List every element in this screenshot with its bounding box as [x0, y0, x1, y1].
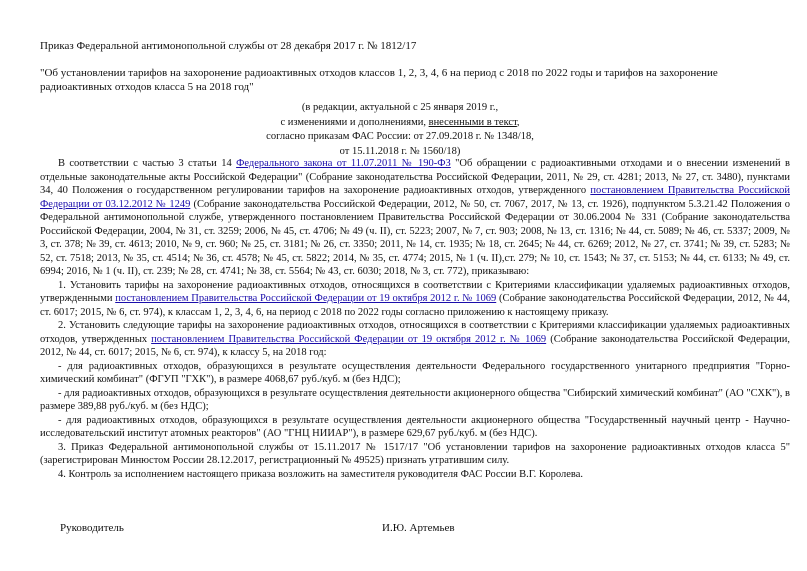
clause-2-text-b: (Собрание законодательства Российской Федерации, 2012, № 44, ст. 6017; 2015, № 6, ст. 974), к классу 5, на 2018 год:: [40, 333, 791, 358]
clause-4-paragraph: 4. Контроль за исполнением настоящего приказа возложить на заместителя руководителя ФАС России В.Г. Королева.: [58, 468, 584, 480]
clause-3-paragraph: 3. Приказ Федеральной антимонопольной службы от 15.11.2017 № 1517/17 "Об установлении тарифов на захоронение радиоактивных отходов класса 5" (зарегистрирован Минюстом России 28.12.2017, регистрационный № 49525) признать утратившим силу.: [40, 441, 790, 466]
edition-line-2: [230, 116, 570, 131]
edition-note: [230, 101, 570, 159]
edition-line-2-pre: с изменениями и дополнениями,: [280, 116, 429, 128]
tariff-item-gkhk: - для радиоактивных отходов, образующихся в результате осуществления деятельности Федерального государственного унитарного предприятия "Горно-химический комбинат" (ФГУП "ГХК"), в размере 4068,67 руб./куб. м (без НДС);: [40, 360, 790, 385]
edition-line-3: согласно приказам ФАС России: от 27.09.2018 г. № 1348/18,: [266, 131, 534, 142]
tariff-item-skhk: - для радиоактивных отходов, образующихся в результате осуществления деятельности акционерного общества "Сибирский химический комбинат" (АО "СХК"), в размере 389,88 руб./куб. м (без НДС);: [40, 387, 790, 412]
document-subtitle: "Об установлении тарифов на захоронение радиоактивных отходов классов 1, 2, 3, 4, 6 на период с 2018 по 2022 годы и тарифов на захоронение радиоактивных отходов класса 5 на 2018 год": [40, 67, 718, 93]
clause-1-paragraph: [40, 279, 790, 320]
amendments-link[interactable]: внесенными в текст: [428, 116, 517, 128]
resolution-1069-link-2[interactable]: постановлением Правительства Российской Федерации от 19 октября 2012 г. № 1069: [151, 333, 547, 345]
edition-line-2-post: ,: [516, 116, 520, 128]
resolution-1069-link-1[interactable]: постановлением Правительства Российской Федерации от 19 октября 2012 г. № 1069: [115, 293, 497, 304]
edition-line-1: (в редакции, актуальной с 25 января 2019 г.,: [301, 102, 499, 113]
preamble-paragraph: [40, 157, 790, 279]
signature-role: Руководитель: [60, 522, 124, 534]
clause-1-text-b: (Собрание законодательства Российской Федерации, 2012, № 44, ст. 6017; 2015, № 6, ст. 974), к классам 1, 2, 3, 4, 6, на период с 2018 по 2022 годы согласно приложению к настоящему приказу.: [40, 293, 791, 318]
edition-line-4: от 15.11.2018 г. № 1560/18): [339, 145, 461, 157]
preamble-text-a: В соответствии с частью 3 статьи 14: [58, 158, 237, 169]
signature-name: И.Ю. Артемьев: [382, 522, 455, 534]
clause-2-text-a: 2. Установить следующие тарифы на захоронение радиоактивных отходов, относящихся в соответствии с Критериями классификации удаляемых радиоактивных отходов, утвержденных: [40, 320, 790, 345]
tariff-item-niiar: - для радиоактивных отходов, образующихся в результате осуществления деятельности акционерного общества "Государственный научный центр - Научно-исследовательский институт атомных реакторов" (АО "ГНЦ НИИАР"), в размере 629,67 руб./куб. м (без НДС).: [40, 414, 790, 439]
document-body: [40, 157, 790, 481]
preamble-text-b: "Об обращении с радиоактивными отходами и о внесении изменений в отдельные законодательные акты Российской Федерации" (Собрание законодательства Российской Федерации, 2011, № 29, ст. 4281; 2013, № 27, ст. 3480), пунктами 34, 40 Положения о государственном регулировании тарифов на захоронение радиоактивных отходов, утвержденного: [40, 158, 790, 196]
document-title: Приказ Федеральной антимонопольной службы от 28 декабря 2017 г. № 1812/17: [40, 40, 417, 52]
resolution-1249-link[interactable]: постановлением Правительства Российской Федерации от 03.12.2012 № 1249: [40, 185, 790, 210]
federal-law-link[interactable]: Федерального закона от 11.07.2011 № 190-ФЗ: [236, 158, 451, 169]
preamble-text-c: (Собрание законодательства Российской Федерации, 2012, № 50, ст. 7067, 2017, № 13, ст. 1926), подпунктом 5.3.21.42 Положения о Федеральной антимонопольной службе, утвержденного постановлением Правительства Российской Федерации от 30.06.2004 № 331 (Собрание законодательства Российской Федерации, 2004, № 31, ст. 3259; 2006, № 45, ст. 4706; № 49 (ч. II), ст. 5223; 2007, № 7, ст. 903; 2008, № 13, ст. 1316; № 44, ст. 5089; № 46, ст. 5337; 2009, № 3, ст. 378; № 39, ст. 4613; 2010, № 9, ст. 960; № 25, ст. 3181; № 26, ст. 3350; 2011, № 14, ст. 1935; № 18, ст. 2645; № 44, ст. 6269; 2012, № 27, ст. 3741; № 39, ст. 5283; № 52, ст. 7518; 2013, № 35, ст. 4514; № 36, ст. 4578; № 45, ст. 5822; 2014, № 35, ст. 4774; 2015, № 1 (ч. II),ст. 279; № 10, ст. 1543; № 37, ст. 5153; № 44, ст. 6133; № 49, ст. 6994; 2016, № 1 (ч. II), ст. 239; № 28, ст. 4741; № 38, ст. 5564; № 43, ст. 6030; 2018, № 3, ст. 772), приказываю:: [40, 198, 791, 277]
clause-2-paragraph: [40, 319, 790, 360]
clause-1-text-a: 1. Установить тарифы на захоронение радиоактивных отходов, относящихся в соответствии с Критериями классификации удаляемых радиоактивных отходов, утвержденными: [40, 279, 790, 304]
